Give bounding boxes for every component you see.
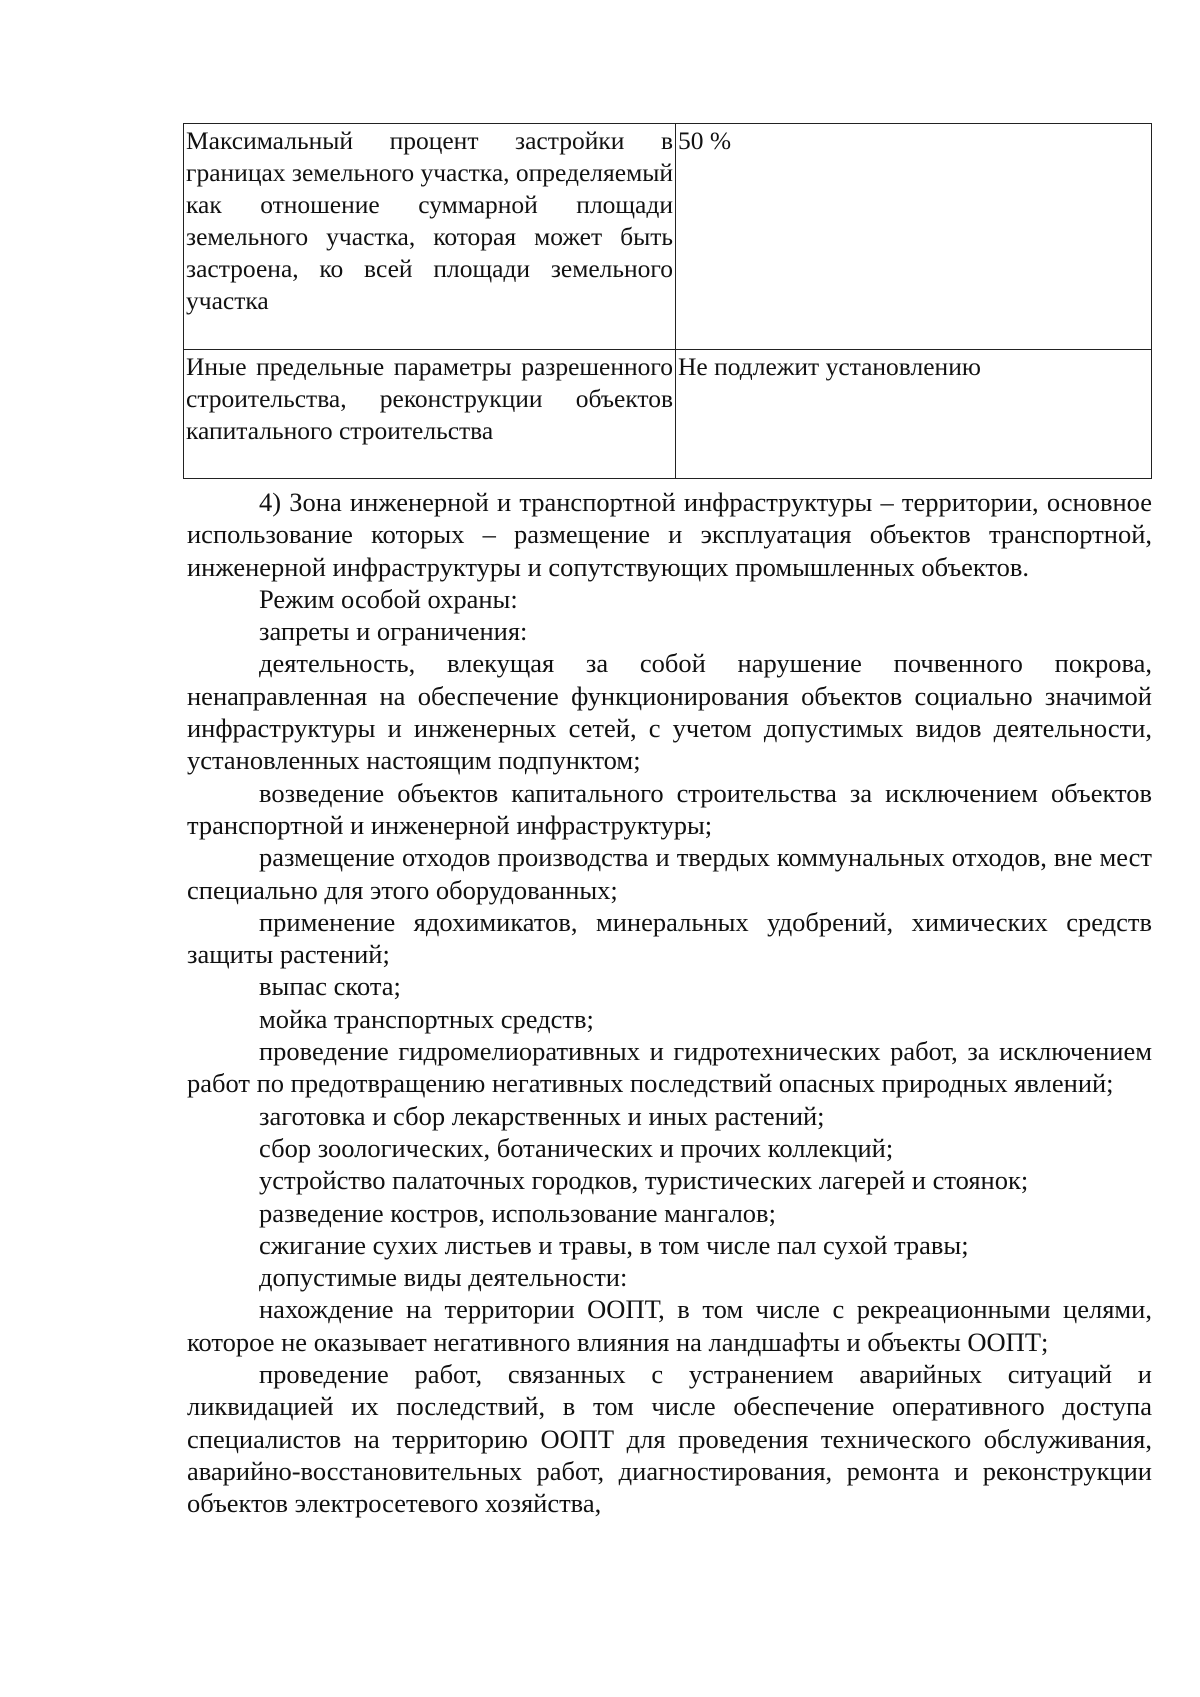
prohibitions-heading: запреты и ограничения: [259,616,528,647]
table-row [184,124,1152,350]
regime-heading: Режим особой охраны: [259,583,518,614]
list-item: проведение гидромелиоративных и гидротехнических работ, за исключением работ по предотвращению негативных последствий опасных природных явлений; [187,1036,1152,1099]
list-item: размещение отходов производства и твердых коммунальных отходов, вне мест специально для этого оборудованных; [187,842,1152,905]
list-item: нахождение на территории ООПТ, в том числе с рекреационными целями, которое не оказывает негативного влияния на ландшафты и объекты ООПТ; [187,1294,1152,1357]
list-item: проведение работ, связанных с устранением аварийных ситуаций и ликвидацией их последствий, в том числе обеспечение оперативного доступа специалистов на территорию ООПТ для проведения технического обслуживания, аварийно-восстановительных работ, диагностирования, ремонта и реконструкции объектов электросетевого хозяйства, [187,1359,1152,1519]
list-item: мойка транспортных средств; [259,1003,594,1034]
table-row [184,350,1152,479]
list-item: заготовка и сбор лекарственных и иных растений; [259,1100,825,1131]
parameter-name-cell: Иные предельные параметры разрешенного строительства, реконструкции объектов капитального строительства [184,350,676,479]
allowed-activities-heading: допустимые виды деятельности: [259,1262,628,1293]
parameter-name-cell: Максимальный процент застройки в границах земельного участка, определяемый как отношение суммарной площади земельного участка, которая может быть застроена, ко всей площади земельного участка [184,124,676,350]
list-item: устройство палаточных городков, туристических лагерей и стоянок; [259,1165,1029,1196]
list-item: возведение объектов капитального строительства за исключением объектов транспортной и инженерной инфраструктуры; [187,777,1152,840]
list-item: применение ядохимикатов, минеральных удобрений, химических средств защиты растений; [187,906,1152,970]
list-item: выпас скота; [259,971,401,1002]
list-item: деятельность, влекущая за собой нарушение почвенного покрова, ненаправленная на обеспечение функционирования объектов социально значимой инфраструктуры и инженерных сетей, с учетом допустимых видов деятельности, установленных настоящим подпунктом; [187,648,1152,776]
document-body [187,486,1152,1520]
list-item: разведение костров, использование мангалов; [259,1197,776,1228]
parameter-value-cell: Не подлежит установлению [676,350,1152,479]
list-item: сжигание сухих листьев и травы, в том числе пал сухой травы; [259,1229,969,1260]
zone-paragraph: 4) Зона инженерной и транспортной инфраструктуры – территории, основное использование которых – размещение и эксплуатация объектов транспортной, инженерной инфраструктуры и сопутствующих промышленных объектов. [187,487,1152,582]
parameters-table [183,123,1152,479]
parameter-value-cell: 50 % [676,124,1152,350]
list-item: сбор зоологических, ботанических и прочих коллекций; [259,1132,894,1163]
